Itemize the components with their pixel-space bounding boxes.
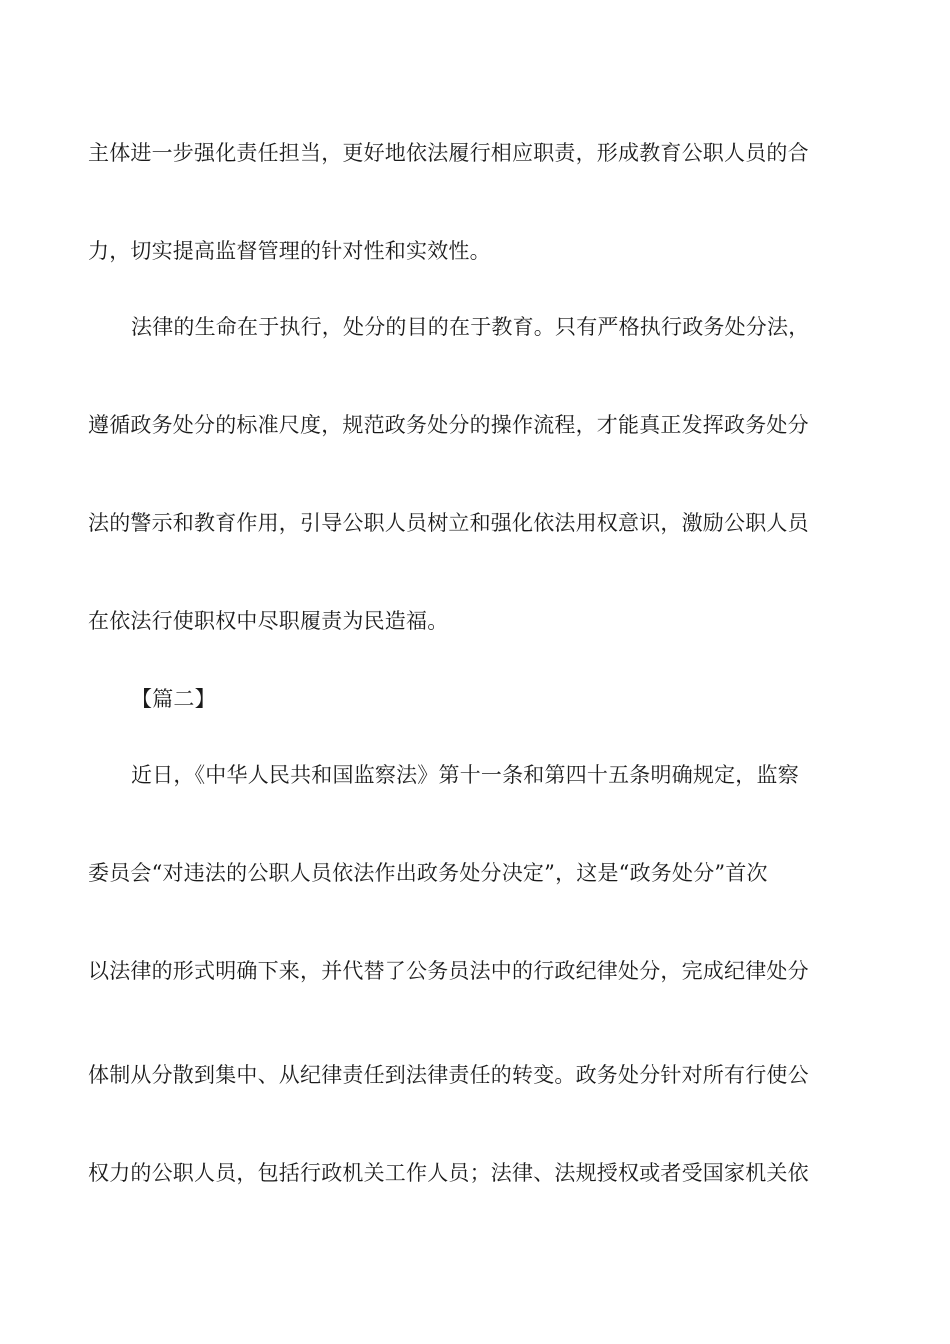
paragraph-line: 体制从分散到集中、从纪律责任到法律责任的转变。政务处分针对所有行使公 — [88, 1063, 809, 1087]
paragraph-line: 法的警示和教育作用，引导公职人员树立和强化依法用权意识，激励公职人员 — [88, 511, 809, 535]
paragraph-line: 力，切实提高监督管理的针对性和实效性。 — [88, 239, 491, 263]
paragraph-line: 主体进一步强化责任担当，更好地依法履行相应职责，形成教育公职人员的合 — [88, 141, 809, 165]
paragraph-line: 遵循政务处分的标准尺度，规范政务处分的操作流程，才能真正发挥政务处分 — [88, 413, 809, 437]
paragraph-line: 权力的公职人员，包括行政机关工作人员；法律、法规授权或者受国家机关依 — [88, 1161, 809, 1185]
section-heading: 【篇二】 — [131, 687, 216, 711]
paragraph-line: 以法律的形式明确下来，并代替了公务员法中的行政纪律处分，完成纪律处分 — [88, 959, 809, 983]
paragraph-line: 法律的生命在于执行，处分的目的在于教育。只有严格执行政务处分法， — [131, 315, 810, 339]
paragraph-line: 在依法行使职权中尽职履责为民造福。 — [88, 609, 449, 633]
paragraph-line: 近日，《中华人民共和国监察法》第十一条和第四十五条明确规定，监察 — [131, 763, 799, 787]
paragraph-line: 委员会“对违法的公职人员依法作出政务处分决定”，这是“政务处分”首次 — [88, 861, 768, 885]
